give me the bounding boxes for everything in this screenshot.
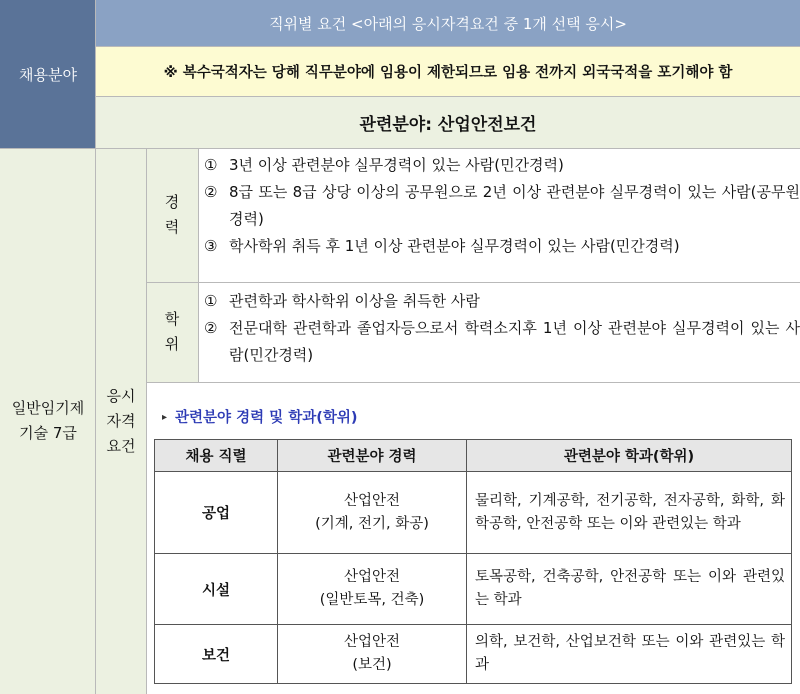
divider bbox=[0, 148, 800, 149]
experience-items bbox=[198, 152, 800, 260]
job-category bbox=[0, 148, 96, 694]
departments-cell: 의학, 보건학, 산업보건학 또는 이와 관련있는 학과 bbox=[467, 625, 792, 684]
degree-item bbox=[204, 315, 800, 369]
departments-cell: 물리학, 기계공학, 전기공학, 전자공학, 화학, 화학공학, 안전공학 또는 이와 관련있는 학과 bbox=[467, 472, 792, 554]
departments-cell: 토목공학, 건축공학, 안전공학 또는 이와 관련있는 학과 bbox=[467, 554, 792, 625]
degree-label bbox=[146, 282, 198, 382]
related-fields-table bbox=[154, 439, 792, 684]
item-number: ② bbox=[204, 183, 218, 201]
related-fields-heading bbox=[162, 406, 358, 427]
area-detail: (보건) bbox=[352, 657, 392, 673]
item-number: ① bbox=[204, 292, 218, 310]
requirements-title: 직위별 요건 <아래의 응시자격요건 중 1개 선택 응시> bbox=[96, 0, 800, 46]
related-fields-title: 관련분야 경력 및 학과(학위) bbox=[175, 410, 358, 426]
column-header: 관련분야 학과(학위) bbox=[467, 440, 792, 472]
divider bbox=[96, 46, 800, 47]
divider bbox=[146, 282, 800, 283]
divider bbox=[146, 148, 147, 694]
divider bbox=[95, 0, 96, 694]
category-header: 채용분야 bbox=[0, 0, 96, 148]
area-cell bbox=[278, 625, 467, 684]
triangle-bullet-icon: ▸ bbox=[162, 412, 168, 423]
column-header: 채용 직렬 bbox=[155, 440, 278, 472]
item-text: 관련학과 학사학위 이상을 취득한 사람 bbox=[229, 292, 480, 310]
area-name: 산업안전 bbox=[343, 634, 401, 650]
area-cell bbox=[278, 472, 467, 554]
area-name: 산업안전 bbox=[343, 492, 401, 509]
experience-item bbox=[204, 233, 800, 260]
divider bbox=[198, 148, 199, 382]
related-field: 관련분야: 산업안전보건 bbox=[96, 96, 800, 148]
series-cell: 공업 bbox=[155, 472, 278, 554]
item-number: ① bbox=[204, 156, 218, 174]
experience-label bbox=[146, 148, 198, 282]
job-category-line1: 일반임기제 bbox=[11, 399, 85, 417]
dual-nationality-notice: ※ 복수국적자는 당해 직무분야에 임용이 제한되므로 임용 전까지 외국국적을 포기해야 함 bbox=[96, 46, 800, 96]
area-cell bbox=[278, 554, 467, 625]
divider bbox=[146, 382, 800, 383]
degree-label-char1: 학 bbox=[164, 310, 180, 328]
qualification-label-line3: 요건 bbox=[106, 436, 136, 455]
column-header: 관련분야 경력 bbox=[278, 440, 467, 472]
job-category-line2: 기술 7급 bbox=[19, 424, 77, 442]
item-text: 8급 또는 8급 상당 이상의 공무원으로 2년 이상 관련분야 실무경력이 있는 사람(공무원경력) bbox=[229, 183, 800, 228]
experience-label-char2: 력 bbox=[164, 218, 180, 236]
degree-items bbox=[198, 288, 800, 369]
experience-item bbox=[204, 152, 800, 179]
table-header-row bbox=[155, 440, 792, 472]
item-text: 학사학위 취득 후 1년 이상 관련분야 실무경력이 있는 사람(민간경력) bbox=[229, 237, 680, 255]
degree-label-char2: 위 bbox=[164, 335, 180, 353]
series-cell: 보건 bbox=[155, 625, 278, 684]
table-row bbox=[155, 554, 792, 625]
qualification-label-line1: 응시 bbox=[106, 386, 136, 405]
series-cell: 시설 bbox=[155, 554, 278, 625]
item-text: 전문대학 관련학과 졸업자등으로서 학력소지후 1년 이상 관련분야 실무경력이 있는 사람(민간경력) bbox=[229, 319, 800, 364]
item-number: ③ bbox=[204, 237, 218, 255]
area-detail: (기계, 전기, 화공) bbox=[315, 515, 429, 532]
area-detail: (일반토목, 건축) bbox=[319, 592, 425, 608]
related-fields-section bbox=[146, 382, 800, 694]
qualification-label-line2: 자격 bbox=[106, 411, 136, 430]
item-number: ② bbox=[204, 319, 218, 337]
degree-item bbox=[204, 288, 800, 315]
experience-label-char1: 경 bbox=[164, 193, 180, 211]
experience-item bbox=[204, 179, 800, 233]
qualification-label bbox=[96, 148, 146, 694]
table-row bbox=[155, 625, 792, 684]
area-name: 산업안전 bbox=[343, 569, 401, 585]
divider bbox=[96, 96, 800, 97]
table-row bbox=[155, 472, 792, 554]
item-text: 3년 이상 관련분야 실무경력이 있는 사람(민간경력) bbox=[229, 156, 564, 174]
